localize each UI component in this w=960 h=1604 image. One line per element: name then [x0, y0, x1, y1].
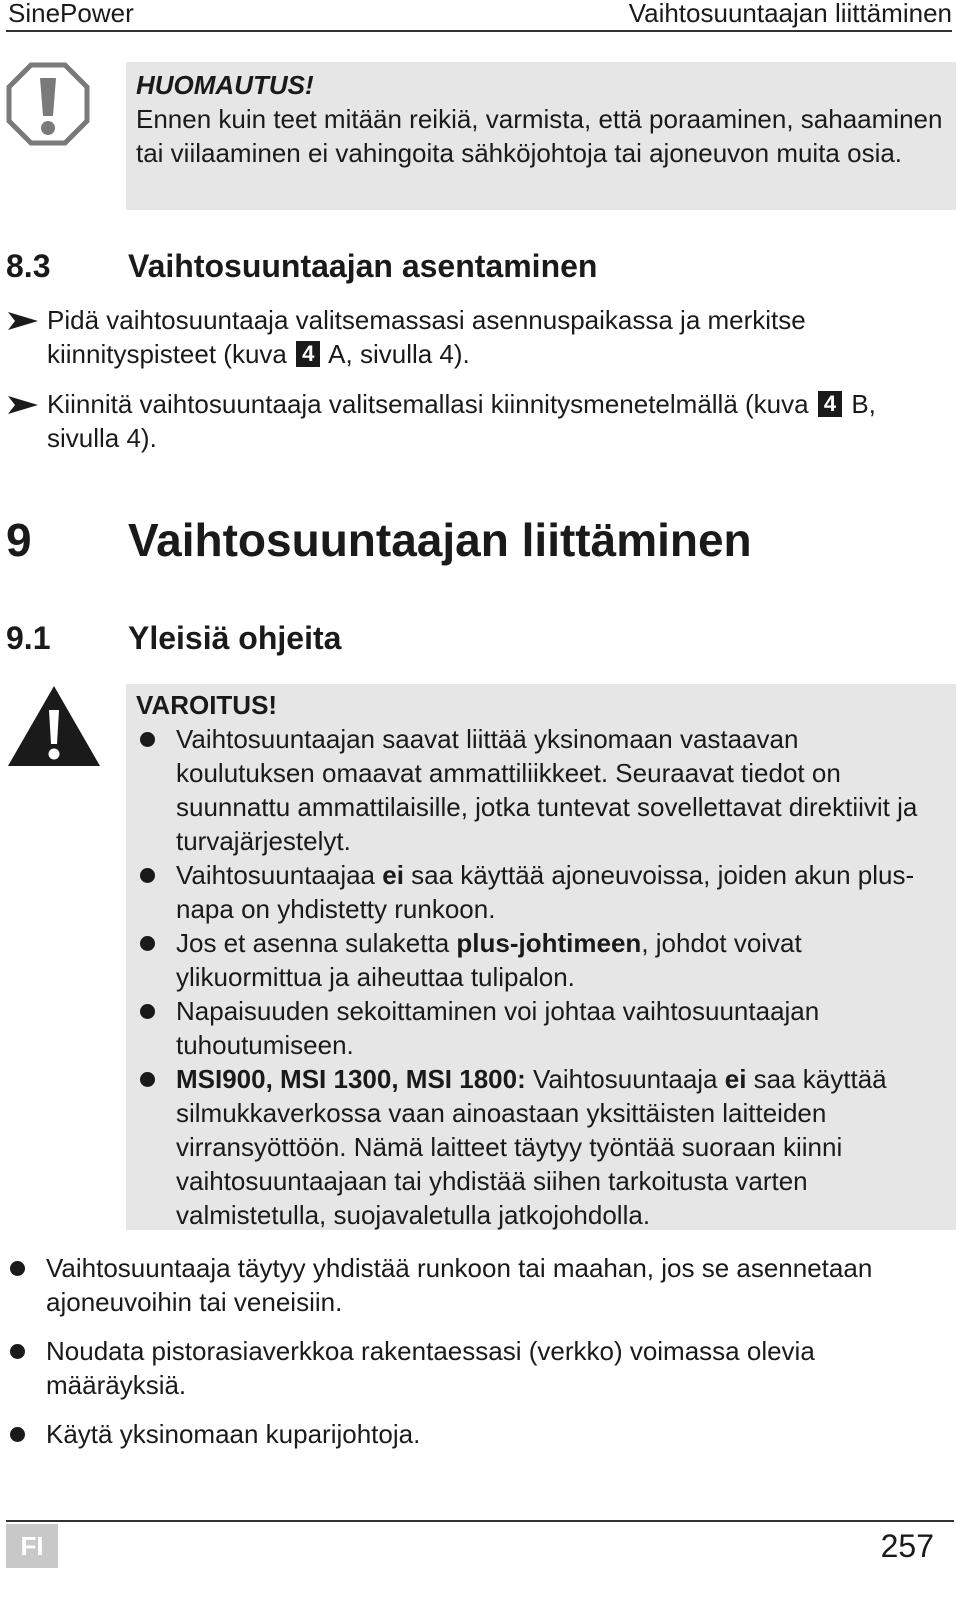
notice-title: HUOMAUTUS!: [136, 70, 314, 100]
section-title: Yleisiä ohjeita: [128, 620, 342, 656]
notice-text: Ennen kuin teet mitään reikiä, varmista, että poraaminen, sahaaminen tai viilaaminen ei vahingoita sähköjohtoja tai ajoneuvon muita osia.: [136, 104, 943, 168]
list-item: [6, 1417, 950, 1451]
bullet-dot-icon: [140, 1072, 155, 1087]
step-text: Pidä vaihtosuuntaaja valitsemassasi asennuspaikassa ja merkitse kiinnityspisteet (kuva: [47, 305, 806, 369]
warning-item: [136, 858, 944, 926]
step-text-tail: A, sivulla 4).: [328, 339, 470, 369]
page-number: 257: [880, 1528, 934, 1564]
list-item: [6, 1251, 950, 1319]
list-item-text: Käytä yksinomaan kuparijohtoja.: [46, 1419, 421, 1449]
chapter-number: 9: [6, 514, 32, 566]
footer-divider: [6, 1520, 954, 1522]
octagon-exclamation-icon: [6, 62, 90, 146]
warning-text: Vaihtosuuntaajan saavat liittää yksinomaan vastaavan koulutuksen omaavat ammattiliikkeet. Seuraavat tiedot on suunnattu ammattilaisille, jotka tuntevat sovellettavat direktiivit ja turvajärjestelyt.: [176, 724, 918, 856]
warning-item: [136, 1062, 944, 1232]
emphasis-text: plus-johtimeen: [456, 928, 642, 958]
section-title: Vaihtosuuntaajan asentaminen: [128, 248, 598, 284]
bullet-dot-icon: [140, 868, 155, 883]
warning-text: saa käyttää silmukkaverkossa vaan ainoastaan yksittäisten laitteiden virransyöttöön. Nämä laitteet täytyy työntää suoraan kiinni vaihtosuuntaajaan tai yhdistää siihen tarkoitusta varten valmistetulla, suojavaletulla jatkojohdolla.: [176, 1064, 887, 1230]
list-item: [6, 1334, 950, 1402]
arrow-bullet-icon: [8, 312, 38, 330]
emphasis-text: ei: [724, 1064, 747, 1094]
warning-triangle-icon: [6, 684, 102, 768]
bullet-dot-icon: [140, 1004, 155, 1019]
bullet-dot-icon: [10, 1427, 25, 1442]
general-bullets: [6, 1251, 950, 1466]
warning-text: saa käyttää ajoneuvoissa, joiden akun plus-napa on yhdistetty runkoon.: [176, 860, 915, 924]
emphasis-text: ei: [382, 860, 404, 890]
warning-text: Vaihtosuuntaajaa: [176, 860, 383, 890]
warning-item: [136, 994, 944, 1062]
list-item-text: Vaihtosuuntaaja täytyy yhdistää runkoon tai maahan, jos se asennetaan ajoneuvoihin tai veneisiin.: [46, 1253, 873, 1317]
figure-reference: 4: [818, 391, 842, 417]
figure-reference: 4: [296, 341, 320, 367]
bullet-dot-icon: [140, 936, 155, 951]
warning-box: [126, 684, 956, 1230]
instruction-step: [6, 387, 950, 455]
warning-text: , johdot voivat ylikuormittua ja aiheuttaa tulipalon.: [176, 928, 802, 992]
arrow-bullet-icon: [8, 396, 38, 414]
warning-list: [136, 722, 944, 1232]
bullet-dot-icon: [10, 1344, 25, 1359]
warning-text: Jos et asenna sulaketta: [176, 928, 457, 958]
instruction-step: [6, 303, 950, 371]
warning-text: Napaisuuden sekoittaminen voi johtaa vaihtosuuntaajan tuhoutumiseen.: [176, 996, 820, 1060]
warning-text: Vaihtosuuntaaja: [525, 1064, 725, 1094]
bullet-dot-icon: [10, 1261, 25, 1276]
warning-title: VAROITUS!: [136, 690, 278, 720]
emphasis-text: MSI900, MSI 1300, MSI 1800:: [176, 1064, 526, 1094]
running-header: [6, 0, 952, 32]
language-tab: FI: [6, 1524, 58, 1568]
step-text: Kiinnitä vaihtosuuntaaja valitsemallasi kiinnitysmenetelmällä (kuva: [47, 389, 809, 419]
list-item-text: Noudata pistorasiaverkkoa rakentaessasi (verkko) voimassa olevia määräyksiä.: [46, 1336, 815, 1400]
warning-item: [136, 926, 944, 994]
header-section-title: Vaihtosuuntaajan liittäminen: [628, 0, 952, 28]
brand-name: SinePower: [8, 0, 134, 28]
section-number: 9.1: [6, 620, 51, 656]
bullet-dot-icon: [140, 732, 155, 747]
warning-item: [136, 722, 944, 858]
notice-box: [126, 62, 956, 210]
step-text-tail: B, sivulla 4).: [47, 389, 876, 453]
chapter-title: Vaihtosuuntaajan liittäminen: [128, 514, 752, 566]
section-number: 8.3: [6, 248, 51, 284]
